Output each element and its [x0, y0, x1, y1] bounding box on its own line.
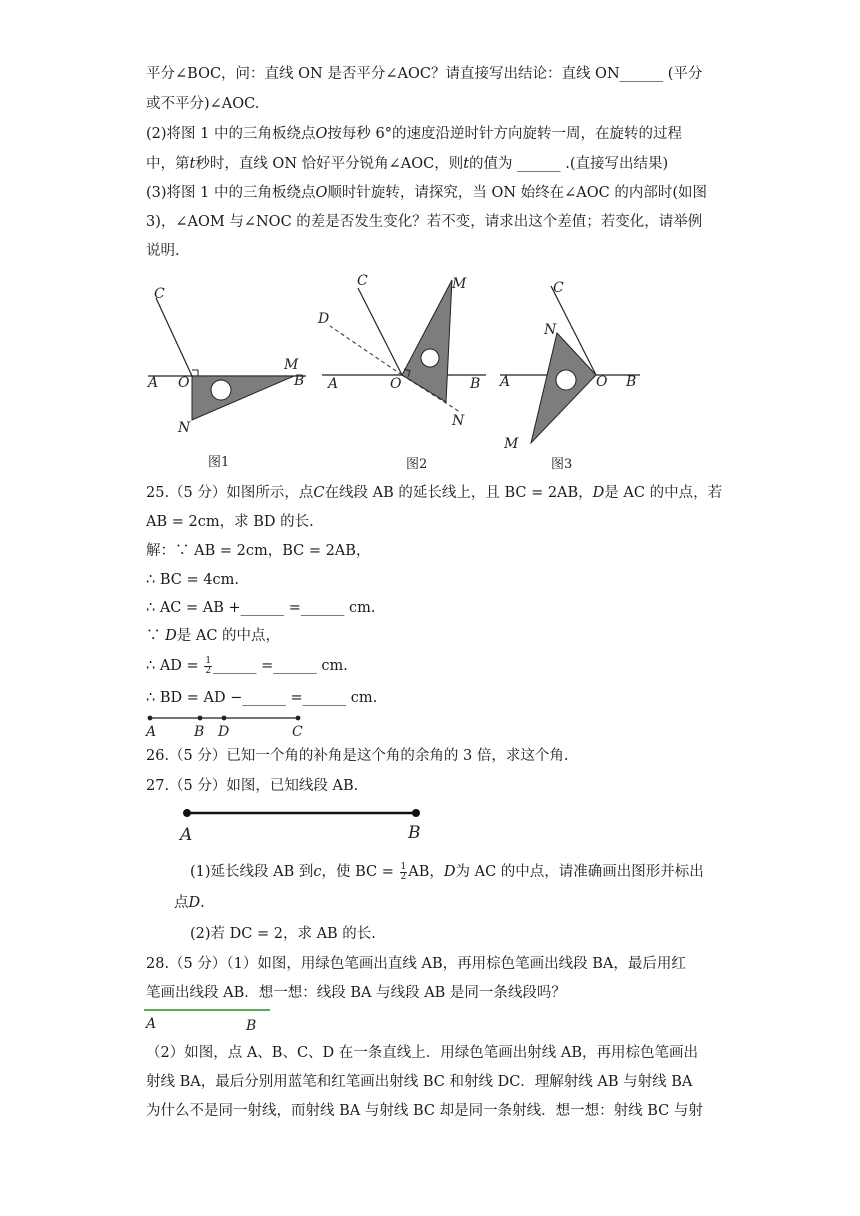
q25-text-line-3: 解：∵ AB = 2cm，BC = 2AB，: [146, 543, 371, 559]
fig1-label-b: B: [294, 373, 305, 389]
fig2-label-a: A: [328, 376, 339, 392]
q24-text-line-7: 说明.: [146, 243, 180, 259]
q27-segment-figure: [178, 809, 421, 845]
figure-1: [146, 286, 306, 470]
q28-text-line-3: （2）如图，点 A、B、C、D 在一条直线上．用绿色笔画出射线 AB，再用棕色笔画出: [146, 1045, 699, 1061]
fig3-label-c: C: [553, 280, 564, 296]
fig1-label-a: A: [148, 375, 159, 391]
q25-text-line-5: ∴ AC = AB +______ =______ cm.: [146, 600, 376, 616]
fig1-label-c: C: [154, 286, 165, 302]
q25-frac-num: 1: [205, 655, 212, 666]
fig3-label-n: N: [544, 322, 557, 338]
fig1-label-n: N: [178, 420, 191, 436]
q25-line7-prefix: ∴ AD =: [146, 658, 199, 674]
q25-line7-suffix: ______ =______ cm.: [213, 658, 348, 674]
q27-frac-num: 1: [400, 861, 407, 872]
fig3-label-a: A: [500, 374, 511, 390]
q27-frac-den: 2: [400, 871, 407, 882]
q27-line2-prefix: (1)延长线段 AB 到𝑐，使 BC =: [190, 864, 394, 880]
q27-fraction: [400, 863, 408, 882]
fig3-label-o: O: [596, 374, 608, 390]
fig3-label-m: M: [504, 436, 519, 452]
q24-text-line-6: 3)，∠AOM 与∠NOC 的差是否发生变化？若不变，请求出这个差值；若变化，请举例: [146, 214, 703, 230]
fig2-label-d: D: [318, 311, 330, 327]
q25-label-c: C: [292, 724, 303, 740]
q25-text-line-7: [146, 656, 348, 676]
q28-text-line-4: 射线 BA，最后分别用蓝笔和红笔画出射线 BC 和射线 DC．理解射线 AB 与射线 BA: [146, 1074, 693, 1090]
q24-text-line-4: 中，第𝑡秒时，直线 ON 恰好平分锐角∠AOC，则𝑡的值为 ______ .(直接写出结果): [146, 156, 669, 172]
q28-label-a: A: [146, 1016, 157, 1032]
q27-label-b: B: [408, 823, 421, 843]
q24-text-line-1: 平分∠BOC，问：直线 ON 是否平分∠AOC？请直接写出结论：直线 ON______ (平分: [146, 66, 703, 82]
q24-text-line-5: (3)将图 1 中的三角板绕点𝑂顺时针旋转，请探究，当 ON 始终在∠AOC 的内部时(如图: [146, 185, 708, 201]
q25-segment-figure: [144, 716, 303, 740]
fig2-label-m: M: [452, 276, 467, 292]
q27-line2-suffix: AB，𝐷为 AC 的中点，请准确画出图形并标出: [408, 864, 704, 880]
q25-label-b: B: [194, 724, 205, 740]
q25-text-line-8: ∴ BD = AD −______ =______ cm.: [146, 690, 378, 706]
figure-3: [498, 280, 640, 472]
q25-text-line-6: ∵ 𝐷是 AC 的中点，: [146, 628, 281, 644]
q25-label-d: D: [218, 724, 230, 740]
q27-text-line-3: 点𝐷.: [174, 895, 205, 911]
q28-text-line-2: 笔画出线段 AB．想一想：线段 BA 与线段 AB 是同一条线段吗？: [146, 985, 566, 1001]
fig2-label-b: B: [470, 376, 481, 392]
fig3-caption: 图3: [551, 457, 573, 472]
q25-text-line-4: ∴ BC = 4cm.: [146, 572, 239, 588]
fig1-label-m: M: [284, 357, 299, 373]
fig2-caption: 图2: [406, 457, 428, 472]
q28-text-line-5: 为什么不是同一射线，而射线 BA 与射线 BC 却是同一条射线．想一想：射线 BC 与射: [146, 1103, 703, 1119]
fig3-label-b: B: [626, 374, 637, 390]
q25-text-line-1: 25.（5 分）如图所示，点𝐶在线段 AB 的延长线上，且 BC = 2AB，𝐷是 AC 的中点，若: [146, 485, 723, 501]
fig2-label-c: C: [357, 273, 368, 289]
q25-frac-den: 2: [205, 665, 212, 676]
q25-fraction: [204, 657, 212, 676]
q28-label-b: B: [246, 1018, 257, 1034]
fig2-label-o: O: [390, 376, 402, 392]
fig1-label-o: O: [178, 375, 190, 391]
q27-text-line-1: 27.（5 分）如图，已知线段 AB.: [146, 778, 359, 794]
fig1-caption: 图1: [208, 455, 230, 470]
q27-label-a: A: [180, 825, 193, 845]
q28-line-figure: [144, 1010, 270, 1034]
q28-text-line-1: 28.（5 分）（1）如图，用绿色笔画出直线 AB，再用棕色笔画出线段 BA，最后用红: [146, 956, 686, 972]
q24-text-line-3: (2)将图 1 中的三角板绕点𝑂按每秒 6°的速度沿逆时针方向旋转一周，在旋转的过程: [146, 126, 682, 142]
q26-text-line-1: 26.（5 分）已知一个角的补角是这个角的余角的 3 倍，求这个角.: [146, 748, 569, 764]
q25-label-a: A: [146, 724, 157, 740]
q24-text-line-2: 或不平分)∠AOC.: [146, 96, 260, 112]
figure-2: [317, 273, 486, 472]
q27-text-line-4: (2)若 DC = 2，求 AB 的长.: [190, 926, 376, 942]
fig2-label-n: N: [452, 413, 465, 429]
q25-text-line-2: AB = 2cm，求 BD 的长.: [146, 514, 314, 530]
q27-text-line-2: [190, 862, 704, 882]
